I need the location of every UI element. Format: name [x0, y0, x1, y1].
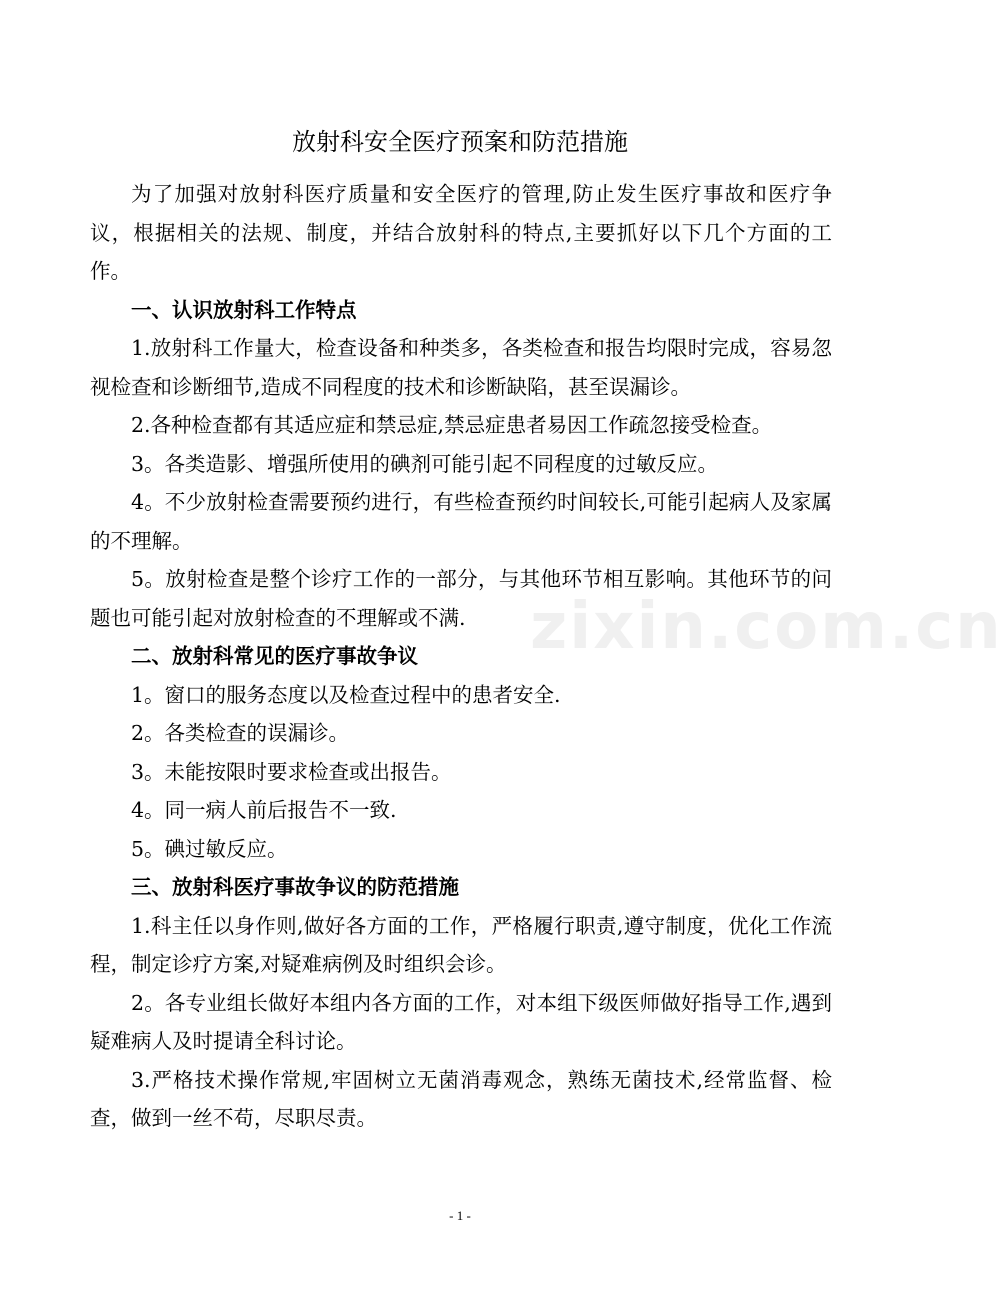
- section-1-heading: 一、认识放射科工作特点: [131, 297, 357, 322]
- intro-paragraph: 为了加强对放射科医疗质量和安全医疗的管理,防止发生医疗事故和医疗争议，根据相关的法规、制度，并结合放射科的特点,主要抓好以下几个方面的工作。: [90, 182, 832, 283]
- section-1-item-5: 5。放射检查是整个诊疗工作的一部分，与其他环节相互影响。其他环节的问题也可能引起对放射检查的不理解或不满.: [90, 567, 832, 630]
- watermark: zixin.com.cn: [530, 590, 1003, 664]
- section-2-item-2: 2。各类检查的误漏诊。: [131, 721, 350, 745]
- document-title: 放射科安全医疗预案和防范措施: [292, 128, 628, 156]
- document-body: [90, 175, 832, 1138]
- section-2-item-3: 3。未能按限时要求检查或出报告。: [131, 759, 452, 784]
- section-3-heading: 三、放射科医疗事故争议的防范措施: [131, 875, 459, 899]
- section-2-item-5: 5。碘过敏反应。: [131, 836, 288, 861]
- page-number: - 1 -: [449, 1208, 471, 1223]
- section-3-item-3: 3.严格技术操作常规,牢固树立无菌消毒观念，熟练无菌技术,经常监督、检查，做到一丝不苟，尽职尽责。: [90, 1067, 832, 1130]
- section-1-item-2: 2.各种检查都有其适应症和禁忌症,禁忌症患者易因工作疏忽接受检查。: [131, 413, 773, 437]
- section-2-item-1: 1。窗口的服务态度以及检查过程中的患者安全.: [131, 682, 561, 707]
- section-2-item-4: 4。同一病人前后报告不一致.: [131, 798, 397, 822]
- section-3-item-2: 2。各专业组长做好本组内各方面的工作，对本组下级医师做好指导工作,遇到疑难病人及时提请全科讨论。: [90, 990, 832, 1053]
- section-1-item-1: 1.放射科工作量大，检查设备和种类多，各类检查和报告均限时完成，容易忽视检查和诊断细节,造成不同程度的技术和诊断缺陷，甚至误漏诊。: [90, 336, 832, 399]
- section-1-item-3: 3。各类造影、增强所使用的碘剂可能引起不同程度的过敏反应。: [131, 451, 719, 476]
- section-2-heading: 二、放射科常见的医疗事故争议: [131, 644, 418, 668]
- section-1-item-4: 4。不少放射检查需要预约进行，有些检查预约时间较长,可能引起病人及家属的不理解。: [90, 490, 832, 553]
- section-3-item-1: 1.科主任以身作则,做好各方面的工作，严格履行职责,遵守制度，优化工作流程，制定诊疗方案,对疑难病例及时组织会诊。: [90, 913, 832, 976]
